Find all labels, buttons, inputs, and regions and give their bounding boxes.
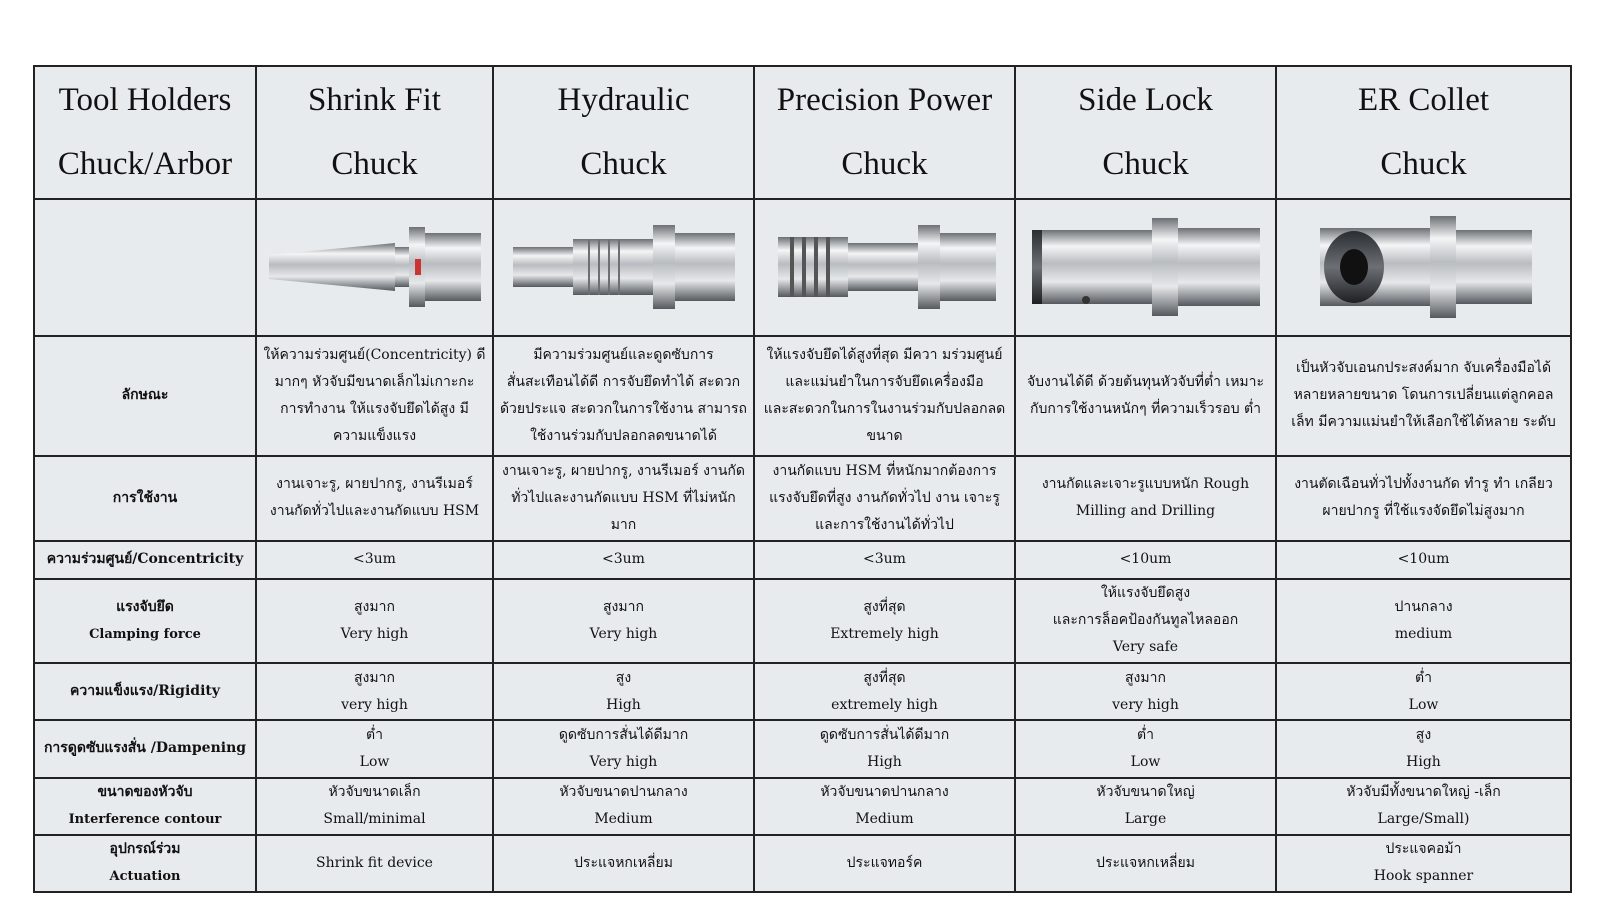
cell-usage-hydraulic: งานเจาะรู, ผายปากรู, งานรีเมอร์ งานกัด ทั่วไปและงานกัดแบบ HSM ที่ไม่หนัก มาก xyxy=(493,456,754,541)
row-label-usage: การใช้งาน xyxy=(34,456,256,541)
header-precision-power: Precision Power Chuck xyxy=(754,66,1015,199)
hydraulic-chuck-image xyxy=(493,199,754,336)
row-label-dampening: การดูดซับแรงสั่น /Dampening xyxy=(34,720,256,777)
header-row xyxy=(34,66,1571,199)
cell-usage-er-collet: งานตัดเฉือนทั่วไปทั้งงานกัด ทำรู ทำ เกลียว ผายปากรู ที่ใช้แรงจัดยึดไม่สูงมาก xyxy=(1276,456,1571,541)
precision-power-chuck-image xyxy=(754,199,1015,336)
header-shrink-fit: Shrink Fit Chuck xyxy=(256,66,493,199)
row-concentricity xyxy=(34,541,1571,579)
cell-clamping-hydraulic: สูงมาก Very high xyxy=(493,579,754,664)
cell-usage-side-lock: งานกัดและเจาะรูแบบหนัก Rough Milling and Drilling xyxy=(1015,456,1276,541)
cell-rigidity-precision-power: สูงที่สุด extremely high xyxy=(754,663,1015,720)
row-dampening xyxy=(34,720,1571,777)
cell-concentricity-precision-power: <3um xyxy=(754,541,1015,579)
row-label-concentricity: ความร่วมศูนย์/Concentricity xyxy=(34,541,256,579)
cell-clamping-side-lock: ให้แรงจับยึดสูง และการล็อคป้องกันทูลไหลออก Very safe xyxy=(1015,579,1276,664)
cell-clamping-er-collet: ปานกลาง medium xyxy=(1276,579,1571,664)
cell-dampening-shrink-fit: ต่ำ Low xyxy=(256,720,493,777)
cell-actuation-hydraulic: ประแจหกเหลี่ยม xyxy=(493,835,754,892)
side-lock-chuck-image xyxy=(1015,199,1276,336)
cell-rigidity-hydraulic: สูง High xyxy=(493,663,754,720)
header-er-collet: ER Collet Chuck xyxy=(1276,66,1571,199)
header-side-lock: Side Lock Chuck xyxy=(1015,66,1276,199)
shrink-fit-chuck-image xyxy=(256,199,493,336)
row-clamping-force xyxy=(34,579,1571,664)
cell-concentricity-hydraulic: <3um xyxy=(493,541,754,579)
cell-characteristics-precision-power: ให้แรงจับยึดได้สูงที่สุด มีควา มร่วมศูนย์ และแม่นยำในการจับยึดเครื่องมือ และสะดวกในการในงานร่วมกับปลอกลด ขนาด xyxy=(754,336,1015,456)
row-usage xyxy=(34,456,1571,541)
cell-concentricity-er-collet: <10um xyxy=(1276,541,1571,579)
cell-usage-precision-power: งานกัดแบบ HSM ที่หนักมากต้องการ แรงจับยึดที่สูง งานกัดทั่วไป งาน เจาะรู และการใช้งานได้ทั่วไป xyxy=(754,456,1015,541)
cell-rigidity-shrink-fit: สูงมาก very high xyxy=(256,663,493,720)
cell-characteristics-er-collet: เป็นหัวจับเอนกประสงค์มาก จับเครื่องมือได้ หลายหลายขนาด โดนการเปลี่ยนแต่ลูกคอล เล็ท มีความแม่นยำให้เลือกใช้ได้หลาย ระดับ xyxy=(1276,336,1571,456)
row-label-characteristics: ลักษณะ xyxy=(34,336,256,456)
cell-rigidity-side-lock: สูงมาก very high xyxy=(1015,663,1276,720)
cell-actuation-precision-power: ประแจทอร์ค xyxy=(754,835,1015,892)
row-label-interference-contour: ขนาดของหัวจับ Interference contour xyxy=(34,778,256,835)
cell-dampening-er-collet: สูง High xyxy=(1276,720,1571,777)
header-tool-holders: Tool Holders Chuck/Arbor xyxy=(34,66,256,199)
row-label-actuation: อุปกรณ์ร่วม Actuation xyxy=(34,835,256,892)
cell-contour-precision-power: หัวจับขนาดปานกลาง Medium xyxy=(754,778,1015,835)
header-hydraulic: Hydraulic Chuck xyxy=(493,66,754,199)
cell-usage-shrink-fit: งานเจาะรู, ผายปากรู, งานรีเมอร์ งานกัดทั่วไปและงานกัดแบบ HSM xyxy=(256,456,493,541)
image-row xyxy=(34,199,1571,336)
row-label-clamping-force: แรงจับยึด Clamping force xyxy=(34,579,256,664)
cell-contour-hydraulic: หัวจับขนาดปานกลาง Medium xyxy=(493,778,754,835)
cell-actuation-side-lock: ประแจหกเหลี่ยม xyxy=(1015,835,1276,892)
cell-contour-side-lock: หัวจับขนาดใหญ่ Large xyxy=(1015,778,1276,835)
cell-contour-er-collet: หัวจับมีทั้งขนาดใหญ่ -เล็ก Large/Small) xyxy=(1276,778,1571,835)
er-collet-chuck-image xyxy=(1276,199,1571,336)
row-label-rigidity: ความแข็งแรง/Rigidity xyxy=(34,663,256,720)
cell-dampening-precision-power: ดูดซับการสั่นได้ดีมาก High xyxy=(754,720,1015,777)
cell-dampening-hydraulic: ดูดซับการสั่นได้ดีมาก Very high xyxy=(493,720,754,777)
row-actuation xyxy=(34,835,1571,892)
cell-contour-shrink-fit: หัวจับขนาดเล็ก Small/minimal xyxy=(256,778,493,835)
cell-concentricity-shrink-fit: <3um xyxy=(256,541,493,579)
row-characteristics xyxy=(34,336,1571,456)
image-row-label xyxy=(34,199,256,336)
cell-characteristics-side-lock: จับงานได้ดี ด้วยต้นทุนหัวจับที่ต่ำ เหมาะ กับการใช้งานหนักๆ ที่ความเร็วรอบ ต่ำ xyxy=(1015,336,1276,456)
cell-actuation-er-collet: ประแจคอม้า Hook spanner xyxy=(1276,835,1571,892)
cell-rigidity-er-collet: ต่ำ Low xyxy=(1276,663,1571,720)
cell-dampening-side-lock: ต่ำ Low xyxy=(1015,720,1276,777)
row-rigidity xyxy=(34,663,1571,720)
cell-characteristics-shrink-fit: ให้ความร่วมศูนย์(Concentricity) ดี มากๆ หัวจับมีขนาดเล็กไม่เกาะกะ การทำงาน ให้แรงจับยึดได้สูง มี ความแข็งแรง xyxy=(256,336,493,456)
cell-characteristics-hydraulic: มีความร่วมศูนย์และดูดซับการ สั่นสะเทือนได้ดี การจับยึดทำได้ สะดวก ด้วยประแจ สะดวกในการใช้งาน สามารถ ใช้งานร่วมกับปลอกลดขนาดได้ xyxy=(493,336,754,456)
cell-clamping-precision-power: สูงที่สุด Extremely high xyxy=(754,579,1015,664)
tool-holder-comparison-table xyxy=(33,65,1572,893)
row-interference-contour xyxy=(34,778,1571,835)
cell-concentricity-side-lock: <10um xyxy=(1015,541,1276,579)
cell-actuation-shrink-fit: Shrink fit device xyxy=(256,835,493,892)
cell-clamping-shrink-fit: สูงมาก Very high xyxy=(256,579,493,664)
